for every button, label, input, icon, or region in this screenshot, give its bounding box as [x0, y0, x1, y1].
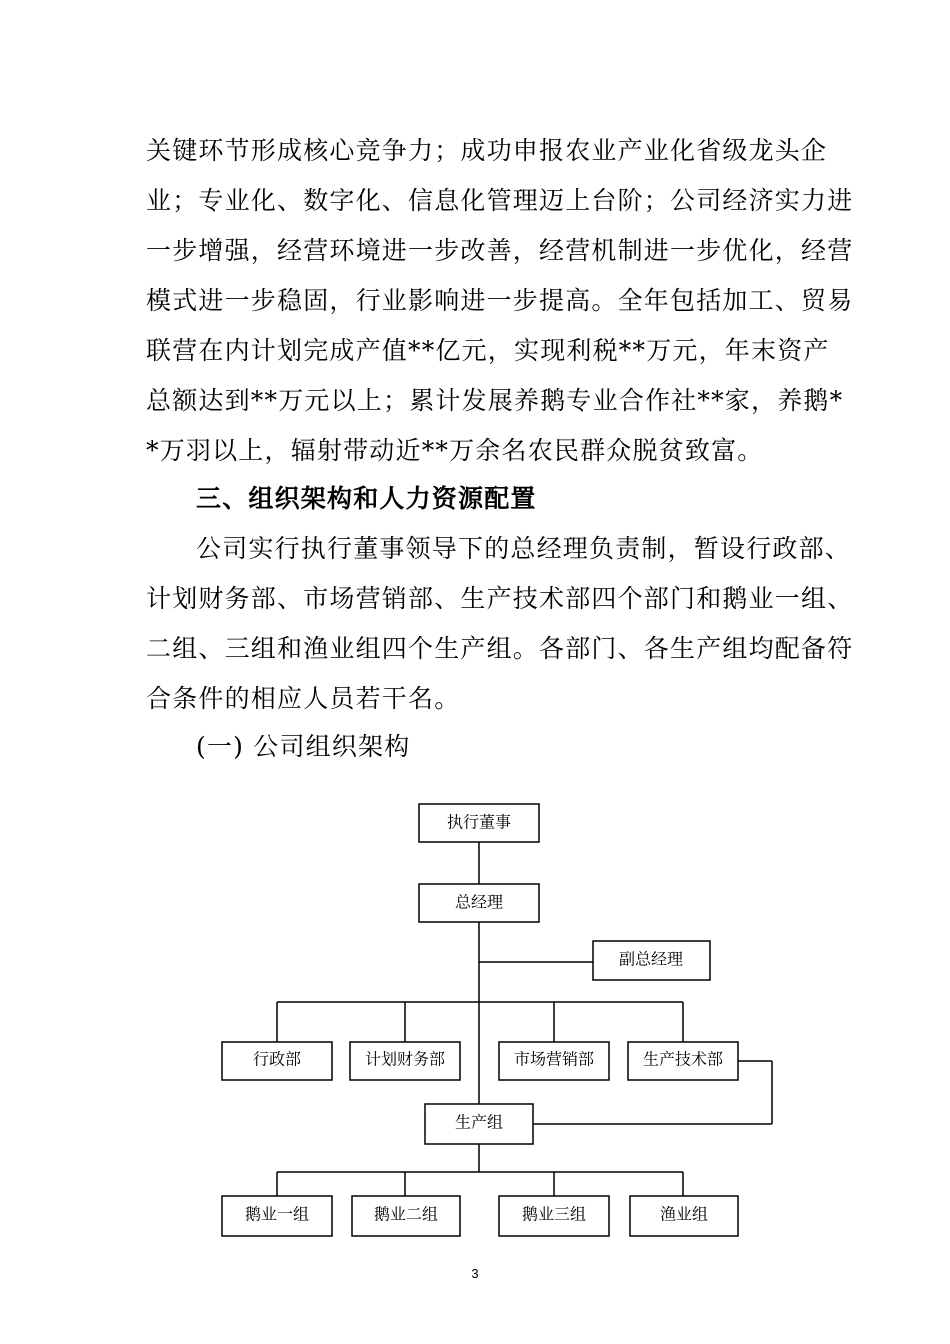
- paragraph1-line-5: 联营在内计划完成产值**亿元，实现利税**万元，年末资产: [146, 336, 830, 365]
- box-team-fishery: [630, 1196, 738, 1236]
- box-department-admin: [222, 1042, 332, 1080]
- paragraph2-line-1: 公司实行执行董事领导下的总经理负责制，暂设行政部、: [196, 534, 852, 563]
- label-production-group: 生产组: [454, 1112, 504, 1132]
- label-department-admin: 行政部: [252, 1049, 302, 1069]
- box-executive-director: [419, 804, 539, 842]
- label-team-goose-2: 鹅业二组: [373, 1204, 439, 1224]
- box-department-marketing: [499, 1042, 609, 1080]
- label-team-fishery: 渔业组: [659, 1204, 709, 1224]
- box-department-production-tech: [628, 1042, 738, 1080]
- box-production-group: [425, 1104, 533, 1144]
- label-deputy-general-manager: 副总经理: [618, 949, 684, 969]
- paragraph1-line-3: 一步增强，经营环境进一步改善，经营机制进一步优化，经营: [146, 236, 854, 265]
- label-department-marketing: 市场营销部: [513, 1049, 595, 1069]
- box-deputy-general-manager: [593, 941, 710, 980]
- label-team-goose-3: 鹅业三组: [521, 1204, 587, 1224]
- paragraph1-line-1: 关键环节形成核心竞争力；成功申报农业产业化省级龙头企: [146, 136, 828, 165]
- paragraph1-line-6: 总额达到**万元以上；累计发展养鹅专业合作社**家，养鹅*: [146, 386, 844, 415]
- paragraph1-line-2: 业；专业化、数字化、信息化管理迈上台阶；公司经济实力进: [146, 186, 854, 215]
- box-team-goose-3: [499, 1196, 609, 1236]
- box-department-finance: [350, 1042, 460, 1080]
- subsection-heading: (一) 公司组织架构: [196, 732, 411, 761]
- section-heading: 三、组织架构和人力资源配置: [196, 484, 537, 513]
- label-department-finance: 计划财务部: [364, 1049, 446, 1069]
- paragraph2-line-2: 计划财务部、市场营销部、生产技术部四个部门和鹅业一组、: [146, 584, 854, 613]
- paragraph2-line-3: 二组、三组和渔业组四个生产组。各部门、各生产组均配备符: [146, 634, 854, 663]
- label-general-manager: 总经理: [454, 892, 504, 912]
- label-team-goose-1: 鹅业一组: [244, 1204, 310, 1224]
- box-general-manager: [419, 884, 539, 922]
- paragraph1-line-7: *万羽以上，辐射带动近**万余名农民群众脱贫致富。: [146, 436, 764, 465]
- box-team-goose-1: [222, 1196, 332, 1236]
- label-executive-director: 执行董事: [446, 812, 512, 832]
- label-department-production-tech: 生产技术部: [642, 1049, 724, 1069]
- box-team-goose-2: [352, 1196, 460, 1236]
- paragraph2-line-4: 合条件的相应人员若干名。: [146, 684, 461, 713]
- paragraph1-line-4: 模式进一步稳固，行业影响进一步提高。全年包括加工、贸易: [146, 286, 854, 315]
- page-number: 3: [471, 1266, 479, 1281]
